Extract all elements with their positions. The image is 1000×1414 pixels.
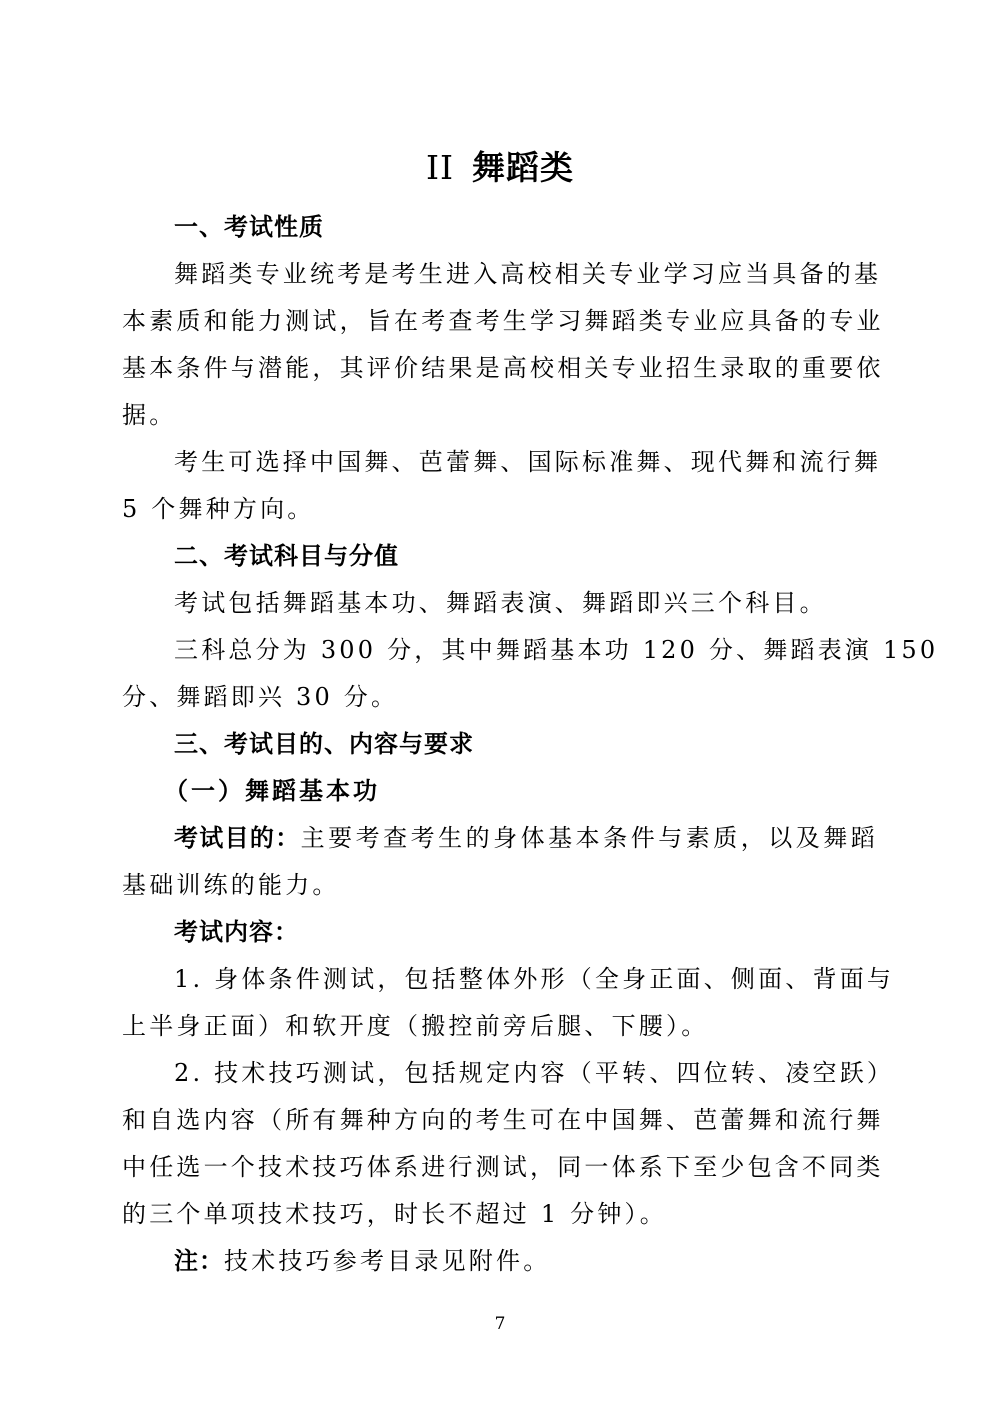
- paragraph-line: 本素质和能力测试，旨在考查考生学习舞蹈类专业应具备的专业: [122, 307, 884, 335]
- paragraph-line: 据。: [122, 401, 177, 429]
- title-text: 舞蹈类: [472, 148, 575, 187]
- section-heading-content: 三、考试目的、内容与要求: [174, 730, 474, 758]
- paragraph-line: [122, 823, 878, 853]
- paragraph-line: 基本条件与潜能，其评价结果是高校相关专业招生录取的重要依: [122, 354, 884, 382]
- note-line: [122, 1246, 930, 1276]
- paragraph-line: 三科总分为 300 分，其中舞蹈基本功 120 分、舞蹈表演 150: [174, 636, 939, 664]
- page-title: [0, 142, 1000, 189]
- paragraph-line: 基础训练的能力。: [122, 871, 340, 899]
- paragraph-line: 舞蹈类专业统考是考生进入高校相关专业学习应当具备的基: [174, 260, 882, 288]
- paragraph-line: 5 个舞种方向。: [122, 495, 315, 523]
- purpose-label: 考试目的：: [174, 824, 301, 852]
- section-heading-subjects: 二、考试科目与分值: [174, 542, 399, 570]
- list-item-line: 2. 技术技巧测试，包括规定内容（平转、四位转、凌空跃）: [174, 1059, 895, 1087]
- note-text: 技术技巧参考目录见附件。: [224, 1247, 551, 1275]
- paragraph-line: 考试包括舞蹈基本功、舞蹈表演、舞蹈即兴三个科目。: [174, 589, 827, 617]
- paragraph-line: 分、舞蹈即兴 30 分。: [122, 683, 399, 711]
- section-heading-nature: 一、考试性质: [174, 213, 324, 241]
- list-item-line: 1. 身体条件测试，包括整体外形（全身正面、侧面、背面与: [174, 965, 895, 993]
- list-item-line: 的三个单项技术技巧，时长不超过 1 分钟）。: [122, 1200, 667, 1228]
- purpose-text: 主要考查考生的身体基本条件与素质，以及舞蹈: [300, 824, 878, 852]
- paragraph-line: 考生可选择中国舞、芭蕾舞、国际标准舞、现代舞和流行舞: [174, 448, 882, 476]
- title-roman-numeral: II: [425, 148, 455, 187]
- subsection-heading-basic-skills: （一）舞蹈基本功: [164, 776, 380, 805]
- page-number: 7: [494, 1314, 506, 1334]
- list-item-line: 和自选内容（所有舞种方向的考生可在中国舞、芭蕾舞和流行舞: [122, 1106, 884, 1134]
- note-label: 注：: [174, 1247, 224, 1275]
- content-label: 考试内容：: [174, 918, 299, 946]
- list-item-line: 中任选一个技术技巧体系进行测试，同一体系下至少包含不同类: [122, 1153, 884, 1181]
- list-item-line: 上半身正面）和软开度（搬控前旁后腿、下腰）。: [122, 1012, 709, 1040]
